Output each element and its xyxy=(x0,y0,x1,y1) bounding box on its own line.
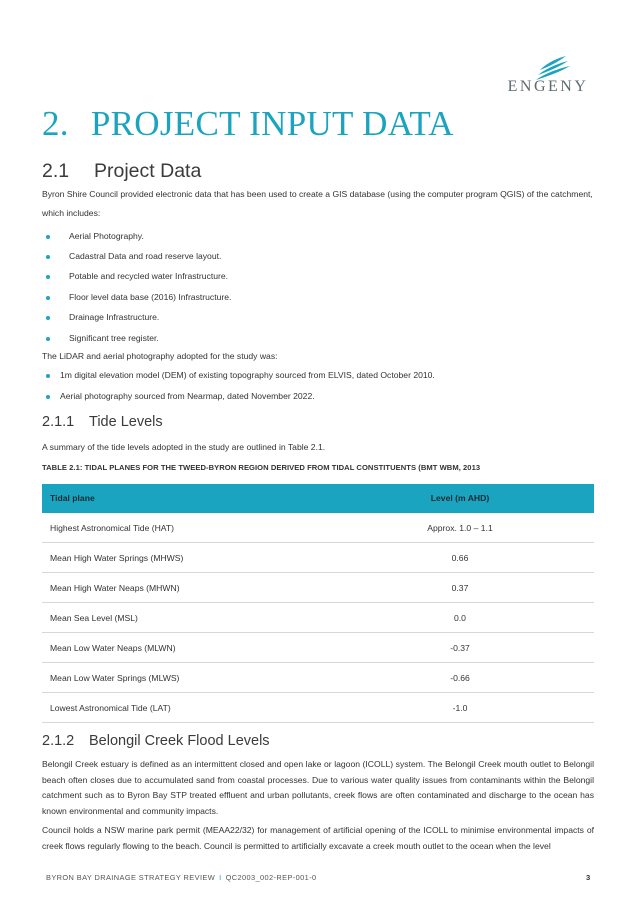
chapter-number: 2. xyxy=(42,104,69,143)
lidar-intro: The LiDAR and aerial photography adopted for the study was: xyxy=(42,351,278,361)
bullet-icon xyxy=(46,235,50,239)
page-number: 3 xyxy=(586,873,591,882)
bullet-icon xyxy=(46,296,50,300)
flood-paragraph-2: Council holds a NSW marine park permit (MEAA22/32) for management of artificial opening of the ICOLL to minimise environmental impacts of creek flows regularly flowing to the beach. Council is permitted to artificially excavate a creek mouth outlet to the ocean when the level xyxy=(42,825,594,851)
tide-paragraph: A summary of the tide levels adopted in the study are outlined in Table 2.1. xyxy=(42,442,326,452)
bullet-icon xyxy=(46,374,50,378)
subsection-title: Belongil Creek Flood Levels xyxy=(89,733,270,749)
bullet-icon xyxy=(46,337,50,341)
table-row: Mean High Water Neaps (MHWN) 0.37 xyxy=(42,573,594,603)
chapter-heading xyxy=(42,104,454,144)
subsection-title: Tide Levels xyxy=(89,414,163,430)
bullet-icon xyxy=(46,275,50,279)
document-page: ENGENY 2. PROJECT INPUT DATA 2.1 Project Data Byron Shire Council provided electronic data that has been used to create a GIS database (using the computer program QGIS) of the catchment, which includes: Aerial Photography. Cadastral Data and road reserve layout. Potable and recycled water Infrastructure. Floor level data base (2016) Infrastructure. Drainage Infrastructure. Significant tree register. The LiDAR and aerial photography adopted for the study was: 1m digital elevation model (DEM) of existing topography sourced from ELVIS, dated October 2010. Aerial photography sourced from Nearmap, dated November 2022. 2.1.1 Tide Levels A summary of the tide levels adopted in the study are outlined in Table 2.1. TABLE 2.1: TIDAL PLANES FOR THE TWEED-BYRON REGION DERIVED FROM TIDAL CONSTITUENTS (BMT WBM, 2013 Tidal plane Level (m AHD) Highest Astronomical Tide (HAT) Approx. 1.0 – 1.1 Mean High Water Springs (MHWS) 0.66 Mean High Water Neaps (MHWN) 0.37 Mean Sea Level (MSL) 0.0 Mean Low Water Neaps (MLWN) -0.37 Mean Low Water Springs (MLWS) -0.66 Lowest Astronomical Tide (LAT) -1.0 2.1.2 Belongil Creek Flood Levels Belongil Creek estuary is defined as an intermittent closed and open lake or lagoon (ICOLL) system. The Belongil Creek mouth outlet to Belongil beach often closes due to accumulated sand from coastal processes. Due to various water quality issues from contaminants within the Belongil catchment such as to Byron Bay STP treated effluent and urban pollutants, creek flows are often contaminated and discharge to the ocean has known environmental and community impacts. Council holds a NSW marine park permit (MEAA22/32) for management of artificial opening of the ICOLL to minimise environmental impacts of creek flows regularly flowing to the beach. Council is permitted to artificially excavate a creek mouth outlet to the ocean when the level BYRON BAY DRAINAGE STRATEGY REVIEW I QC2003_002-REP-001-0 3 xyxy=(0,0,637,901)
section-heading xyxy=(42,160,201,183)
subsection-number: 2.1.2 xyxy=(42,733,75,749)
subsection-heading xyxy=(42,733,270,749)
flood-paragraph-1: Belongil Creek estuary is defined as an intermittent closed and open lake or lagoon (ICOLL) system. The Belongil Creek mouth outlet to Belongil beach often closes due to accumulated sand from coastal processes. Due to various water quality issues from contaminants within the Belongil catchment such as to Byron Bay STP treated effluent and urban pollutants, creek flows are often contaminated and discharge to the ocean has known environmental and community impacts. xyxy=(42,759,594,816)
subsection-number: 2.1.1 xyxy=(42,414,75,430)
table-row: Mean High Water Springs (MHWS) 0.66 xyxy=(42,543,594,573)
table-row: Lowest Astronomical Tide (LAT) -1.0 xyxy=(42,693,594,723)
tide-table xyxy=(42,484,594,723)
bullet-icon xyxy=(46,395,50,399)
bullet-icon xyxy=(46,316,50,320)
section-number: 2.1 xyxy=(42,160,70,182)
column-header: Tidal plane xyxy=(50,493,95,503)
table-header xyxy=(42,484,594,513)
table-row: Mean Low Water Neaps (MLWN) -0.37 xyxy=(42,633,594,663)
section-title: Project Data xyxy=(94,160,202,182)
table-row: Highest Astronomical Tide (HAT) Approx. 1.0 – 1.1 xyxy=(42,513,594,543)
table-row: Mean Sea Level (MSL) 0.0 xyxy=(42,603,594,633)
column-header: Level (m AHD) xyxy=(430,493,490,503)
footer-separator: I xyxy=(219,873,222,882)
footer-title: BYRON BAY DRAINAGE STRATEGY REVIEW xyxy=(46,873,216,882)
footer xyxy=(46,873,317,882)
intro-paragraph: Byron Shire Council provided electronic data that has been used to create a GIS database (using the computer program QGIS) of the catchment, which includes: xyxy=(42,189,593,218)
table-caption: TABLE 2.1: TIDAL PLANES FOR THE TWEED-BYRON REGION DERIVED FROM TIDAL CONSTITUENTS (BMT WBM, 2013 xyxy=(42,463,481,472)
subsection-heading xyxy=(42,414,163,430)
logo-wordmark: ENGENY xyxy=(507,78,589,95)
bullet-icon xyxy=(46,255,50,259)
footer-doc-number: QC2003_002-REP-001-0 xyxy=(225,873,317,882)
chapter-title: PROJECT INPUT DATA xyxy=(90,104,454,143)
table-row: Mean Low Water Springs (MLWS) -0.66 xyxy=(42,663,594,693)
